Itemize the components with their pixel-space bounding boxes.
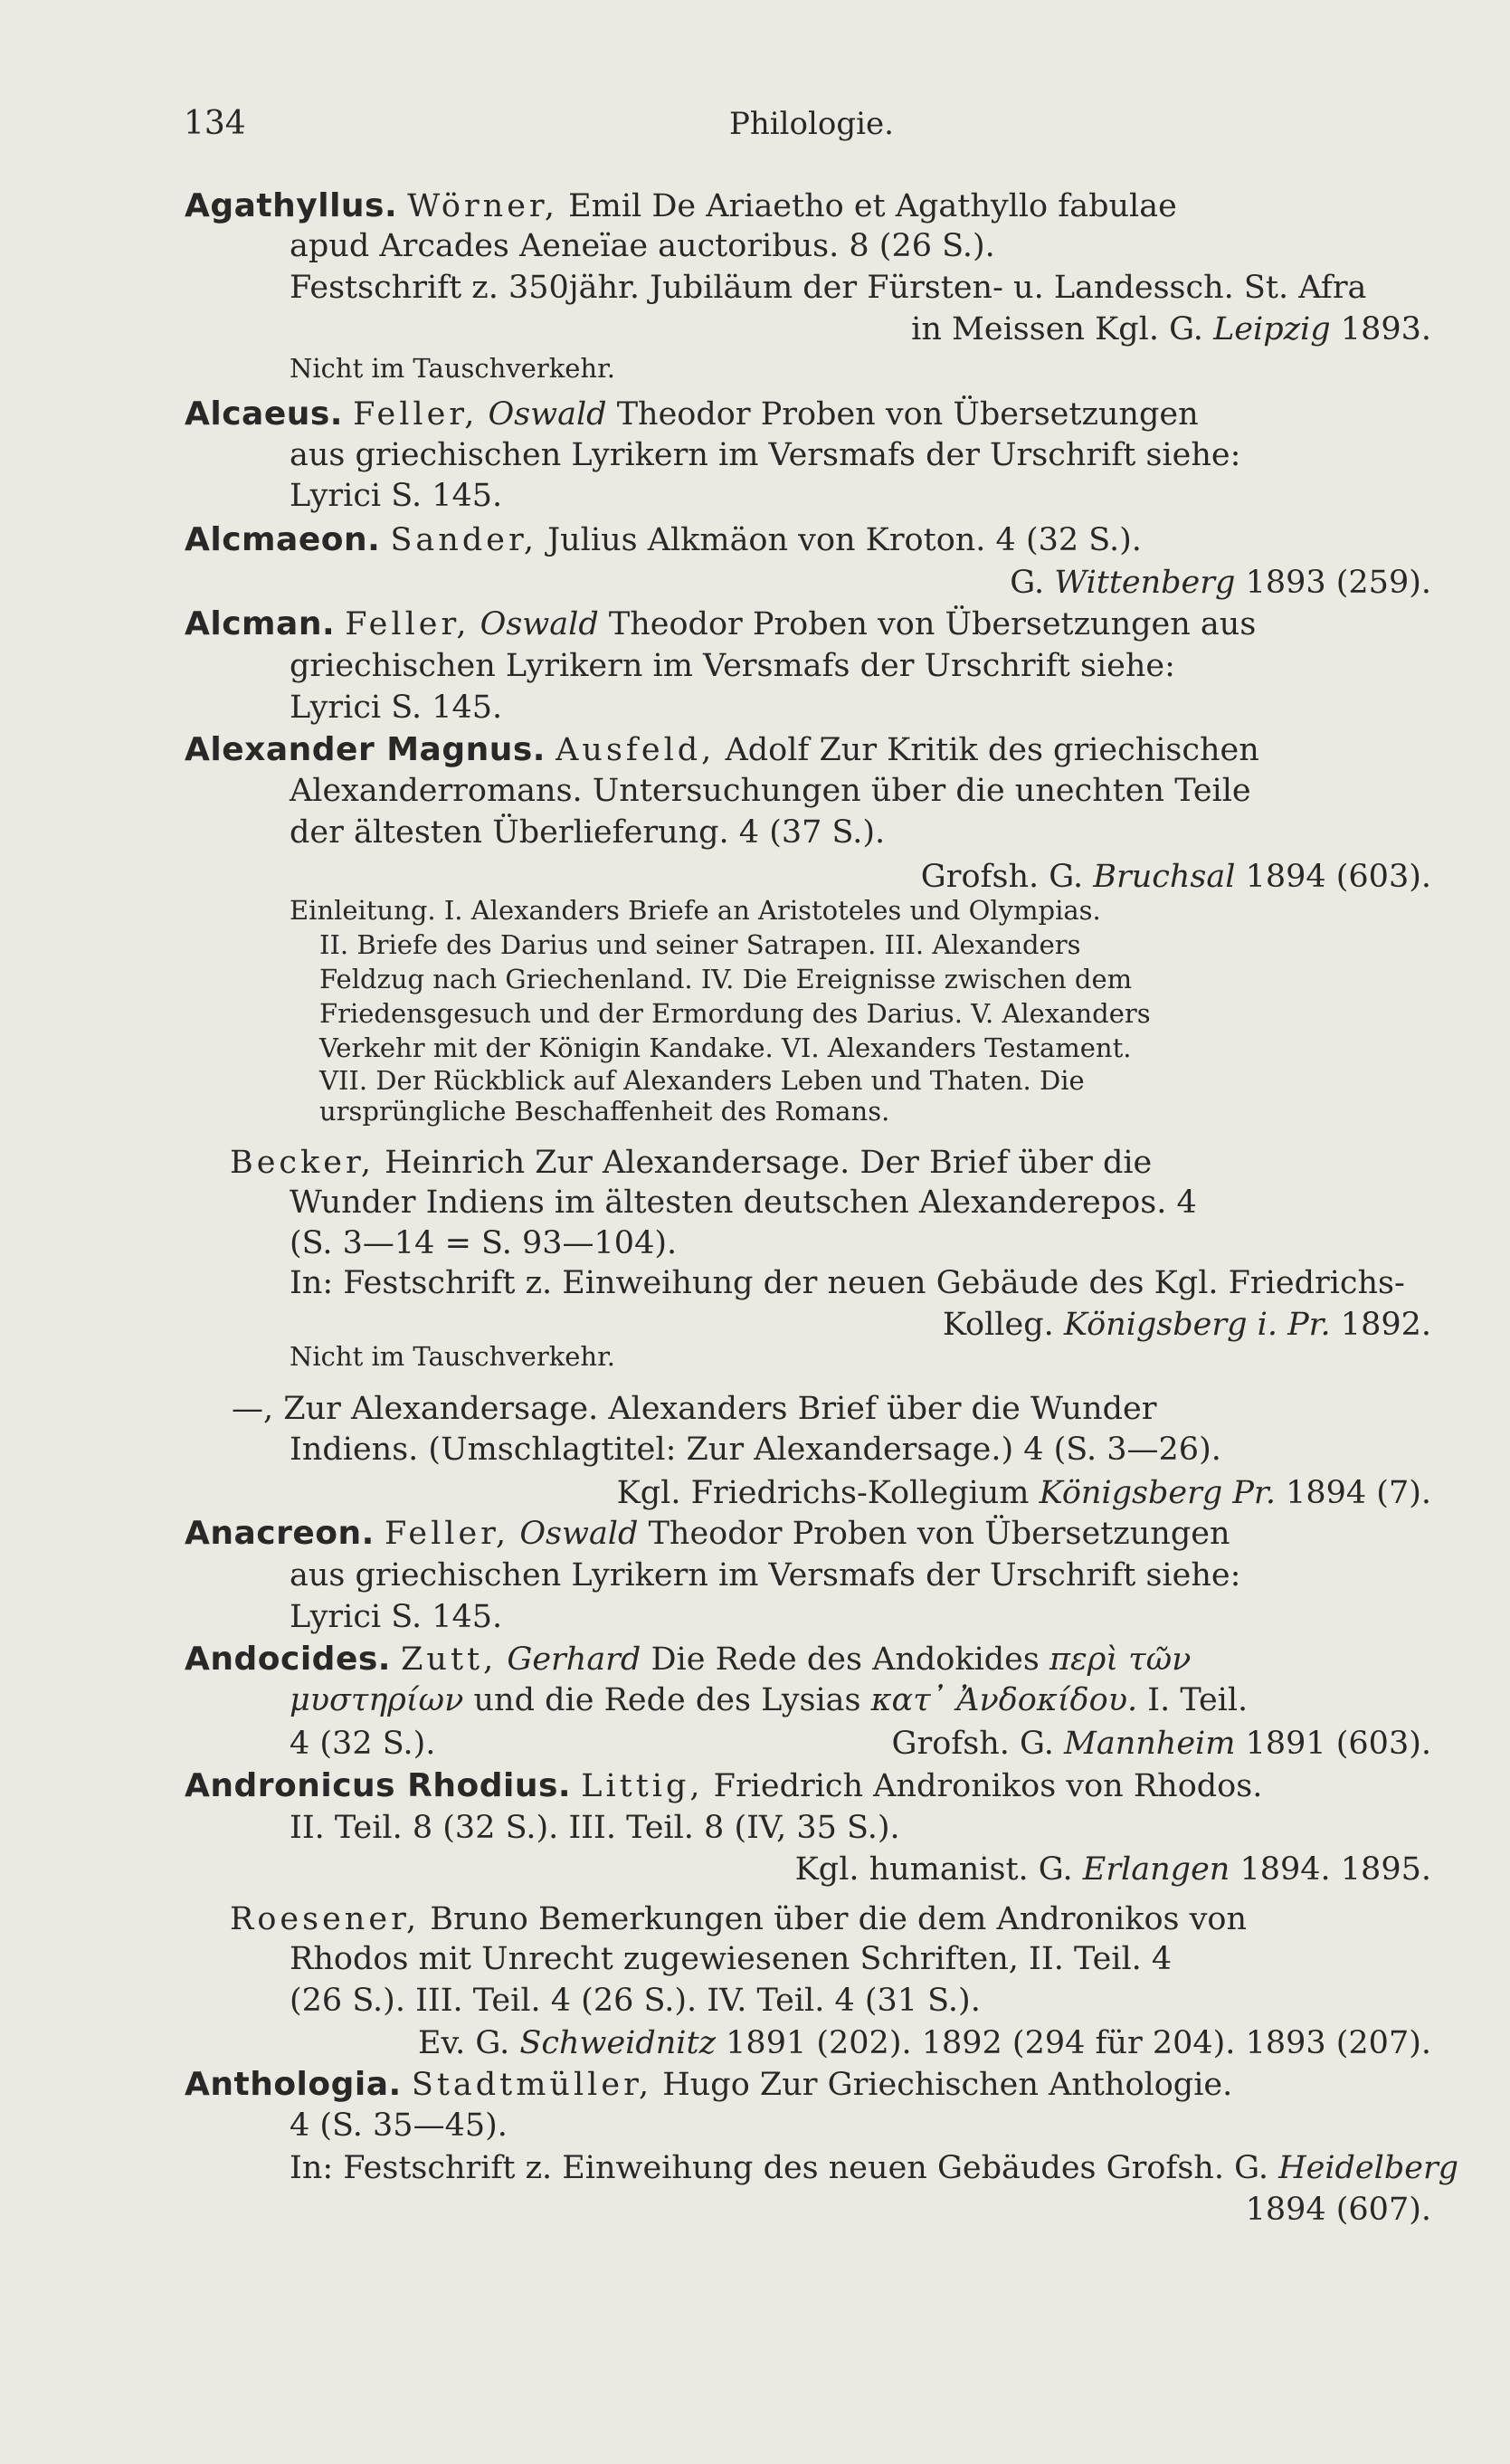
text-line: aus griechischen Lyrikern im Versmafs der Urschrift siehe: <box>290 437 1241 473</box>
contents-line: ursprüngliche Beschaffenheit des Romans. <box>319 1096 890 1127</box>
imprint-line: Kolleg. Königsberg i. Pr. 1892. <box>942 1307 1431 1343</box>
text-line: II. Teil. 8 (32 S.). III. Teil. 8 (IV, 35 S.). <box>290 1810 900 1846</box>
author-name: Stadtmüller, <box>411 2067 653 2103</box>
entry-andronicus-line-1: Andronicus Rhodius. Littig, Friedrich Andronikos von Rhodos. <box>185 1767 1263 1804</box>
author-name: Sander, <box>390 522 537 558</box>
imprint-line: Kgl. Friedrichs-Kollegium Königsberg Pr. 1894 (7). <box>616 1475 1431 1511</box>
contents-line: VII. Der Rückblick auf Alexanders Leben und Thaten. Die <box>319 1065 1085 1096</box>
imprint-line: Grofsh. G. Mannheim 1891 (603). <box>891 1726 1431 1762</box>
author-name: Littig, <box>581 1768 704 1804</box>
text-line: Lyrici S. 145. <box>290 1599 503 1635</box>
entry-anthologia-line-1: Anthologia. Stadtmüller, Hugo Zur Griechischen Anthologie. <box>185 2066 1233 2103</box>
text-line: aus griechischen Lyrikern im Versmafs der Urschrift siehe: <box>290 1557 1241 1594</box>
text-line: apud Arcades Aeneïae auctoribus. 8 (26 S.). <box>290 228 995 264</box>
entry-becker-line-1: Becker, Heinrich Zur Alexandersage. Der Brief über die <box>230 1145 1153 1181</box>
headword: Alcman. <box>185 605 336 642</box>
author-name: Feller, <box>384 1516 510 1552</box>
entry-alcaeus-line-1: Alcaeus. Feller, Oswald Theodor Proben von Übersetzungen <box>185 395 1199 433</box>
entry-anacreon-line-1: Anacreon. Feller, Oswald Theodor Proben von Übersetzungen <box>185 1515 1230 1552</box>
imprint-line: G. Wittenberg 1893 (259). <box>1010 565 1431 601</box>
text-line: Wunder Indiens im ältesten deutschen Alexanderepos. 4 <box>290 1184 1197 1221</box>
text-line: Lyrici S. 145. <box>290 478 503 514</box>
headword: Andocides. <box>185 1641 391 1678</box>
headword: Alexander Magnus. <box>185 731 546 768</box>
text-line: Indiens. (Umschlagtitel: Zur Alexandersage.) 4 (S. 3—26). <box>290 1432 1221 1468</box>
running-header: Philologie. <box>729 106 894 142</box>
text-line: griechischen Lyrikern im Versmafs der Urschrift siehe: <box>290 648 1175 684</box>
headword: Andronicus Rhodius. <box>185 1767 572 1804</box>
entry-andocides-line-1: Andocides. Zutt, Gerhard Die Rede des Andokides περὶ τῶν <box>185 1641 1192 1678</box>
contents-line: II. Briefe des Darius und seiner Satrapen. III. Alexanders <box>319 929 1081 960</box>
imprint-line: Ev. G. Schweidnitz 1891 (202). 1892 (294 für 204). 1893 (207). <box>417 2025 1431 2061</box>
contents-line: Einleitung. I. Alexanders Briefe an Aristoteles und Olympias. <box>290 895 1101 926</box>
entry-alcmaeon-line-1: Alcmaeon. Sander, Julius Alkmäon von Kroton. 4 (32 S.). <box>185 521 1142 558</box>
imprint-line: Kgl. humanist. G. Erlangen 1894. 1895. <box>794 1851 1431 1888</box>
author-name: Wörner, <box>407 188 558 224</box>
imprint-line: Grofsh. G. Bruchsal 1894 (603). <box>920 859 1431 895</box>
note-line: Nicht im Tauschverkehr. <box>290 1341 616 1372</box>
imprint-line: 1894 (607). <box>1245 2192 1431 2228</box>
text-line: (S. 3—14 = S. 93—104). <box>290 1225 678 1261</box>
entry-alcman-line-1: Alcman. Feller, Oswald Theodor Proben von Übersetzungen aus <box>185 605 1257 642</box>
text-line: In: Festschrift z. Einweihung der neuen Gebäude des Kgl. Friedrichs- <box>290 1265 1405 1301</box>
author-name: Roesener, <box>230 1901 421 1937</box>
headword: Anacreon. <box>185 1515 375 1552</box>
note-line: Nicht im Tauschverkehr. <box>290 353 616 384</box>
entry-alexander-line-1: Alexander Magnus. Ausfeld, Adolf Zur Kritik des griechischen <box>185 731 1259 768</box>
text-line: In: Festschrift z. Einweihung des neuen Gebäudes Grofsh. G. Heidelberg <box>290 2150 1459 2186</box>
text-line: Lyrici S. 145. <box>290 690 503 726</box>
headword: Anthologia. <box>185 2066 402 2103</box>
author-name: Feller, <box>353 396 479 433</box>
imprint-line: in Meissen Kgl. G. Leipzig 1893. <box>911 311 1431 347</box>
page-number: 134 <box>184 105 246 142</box>
author-name: Zutt, <box>401 1641 498 1678</box>
entry-agathyllus-line-1: Agathyllus. Wörner, Emil De Ariaetho et Agathyllo fabulae <box>185 187 1177 224</box>
text-line: Alexanderromans. Untersuchungen über die unechten Teile <box>290 773 1251 809</box>
text-line: 4 (S. 35—45). <box>290 2107 508 2144</box>
text-line: μυστηρίων und die Rede des Lysias κατ᾿ Ἀνδοκίδου. I. Teil. <box>290 1682 1249 1718</box>
author-name: Feller, <box>345 606 470 642</box>
author-name: Ausfeld, <box>556 732 716 768</box>
text-line: 4 (32 S.). <box>290 1726 436 1762</box>
headword: Alcaeus. <box>185 395 343 433</box>
text-line: Rhodos mit Unrecht zugewiesenen Schriften, II. Teil. 4 <box>290 1941 1173 1977</box>
headword: Agathyllus. <box>185 187 398 224</box>
contents-line: Friedensgesuch und der Ermordung des Darius. V. Alexanders <box>319 998 1151 1029</box>
text-line: —, Zur Alexandersage. Alexanders Brief über die Wunder <box>232 1391 1157 1427</box>
text-line: Festschrift z. 350jähr. Jubiläum der Fürsten- u. Landessch. St. Afra <box>290 270 1367 306</box>
contents-line: Verkehr mit der Königin Kandake. VI. Alexanders Testament. <box>319 1032 1132 1063</box>
contents-line: Feldzug nach Griechenland. IV. Die Ereignisse zwischen dem <box>319 964 1133 994</box>
headword: Alcmaeon. <box>185 521 381 558</box>
entry-roesener-line-1: Roesener, Bruno Bemerkungen über die dem Andronikos von <box>230 1901 1247 1937</box>
author-name: Becker, <box>230 1145 375 1181</box>
text-line: (26 S.). III. Teil. 4 (26 S.). IV. Teil. 4 (31 S.). <box>290 1983 981 2019</box>
text-line: der ältesten Überlieferung. 4 (37 S.). <box>290 814 886 851</box>
